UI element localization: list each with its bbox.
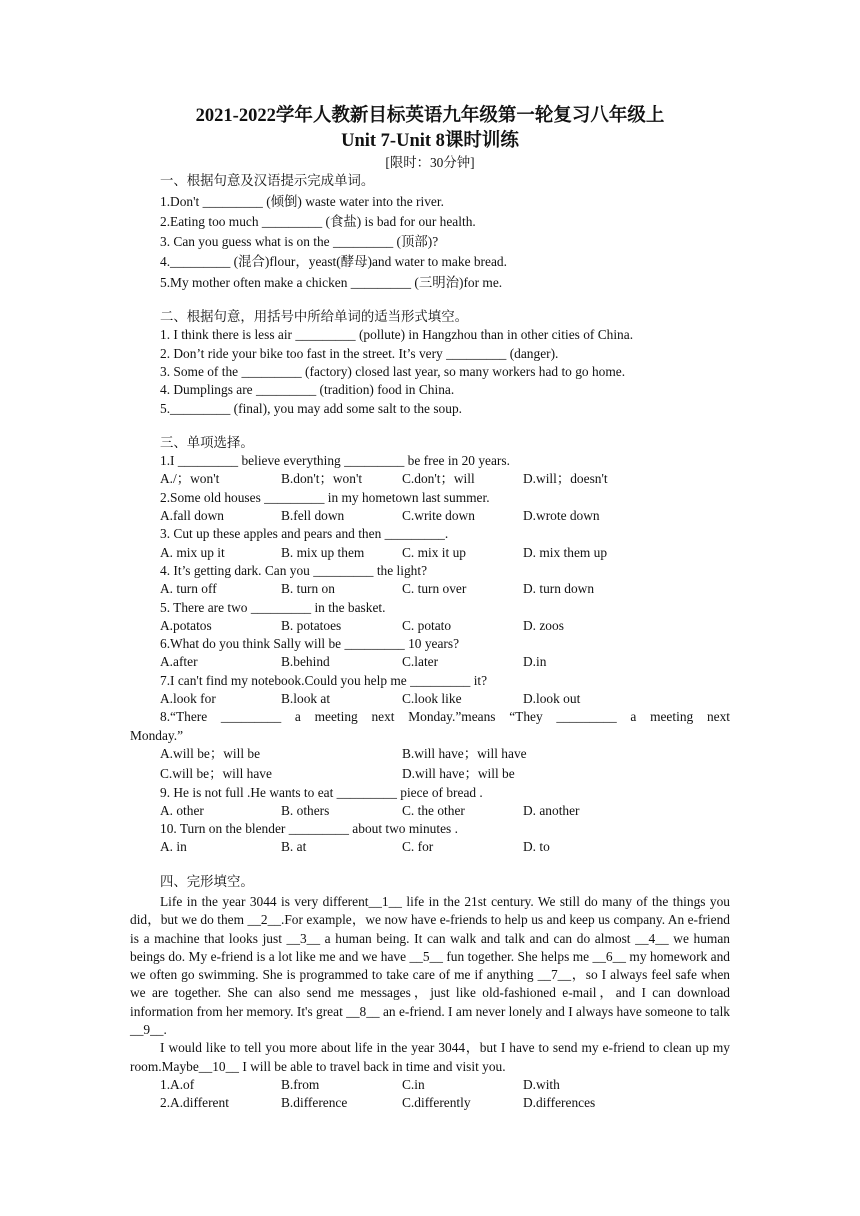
question-8-options-row2 (130, 765, 730, 783)
option: B.from (281, 1076, 320, 1092)
section1-item: 1.Don't _________ (倾倒) waste water into the river. (160, 193, 444, 209)
option: D. turn down (523, 581, 595, 597)
option: A. mix up it (160, 544, 225, 560)
section2-item: 5._________ (final), you may add some salt to the soup. (160, 400, 462, 416)
option: D. zoos (523, 617, 564, 633)
question-4: 4. It’s getting dark. Can you _________ the light? (160, 562, 428, 578)
section4-heading: 四、完形填空。 (160, 873, 254, 889)
option: D.will have；will be (402, 766, 515, 782)
section1-item: 3. Can you guess what is on the _________ (顶部)? (160, 234, 439, 250)
option: B.don't；won't (281, 471, 363, 487)
question-10-options (130, 838, 730, 856)
section2-item: 1. I think there is less air _________ (pollute) in Hangzhou than in other cities of China. (160, 327, 634, 343)
question-6-options (130, 653, 730, 671)
option: D. to (523, 839, 550, 855)
option: B.difference (281, 1095, 348, 1111)
cloze-paragraph-1: Life in the year 3044 is very different__1__ life in the 21st century. We still do many of the things you did，but we do them __2__.For example，we now have e-friends to help us and keep us company. An e-friend is a machine that looks just __3__ a human being. It can walk and talk and can do almost __4__ we human beings do. My e-friend is a lot like me and we have __5__ fun together. She helps me __6__ my homework and we often go swimming. She is programmed to take care of me if anything __7__，so I always feel safe when we are together. She can also send me messages，just like old-fashioned e-mail，and I can download information from her memory. It's great __8__ an e-friend. I am never lonely and I always have someone to talk __9__. (130, 893, 730, 1038)
option: B. turn on (281, 581, 335, 597)
section1-item: 5.My mother often make a chicken _________ (三明治)for me. (160, 274, 503, 290)
section1-item: 4._________ (混合)flour，yeast(酵母)and water to make bread. (160, 254, 507, 270)
option: A. in (160, 839, 187, 855)
option: A.will be；will be (160, 745, 261, 761)
option: C.in (402, 1076, 425, 1092)
option: D. another (523, 802, 580, 818)
option: D.in (523, 654, 547, 670)
question-10: 10. Turn on the blender _________ about two minutes . (160, 821, 458, 837)
option: B.behind (281, 654, 330, 670)
option: C. mix it up (402, 544, 466, 560)
section2-item: 2. Don’t ride your bike too fast in the street. It’s very _________ (danger). (160, 345, 559, 361)
option: B.will have；will have (402, 745, 527, 761)
option: 1.A.of (160, 1076, 195, 1092)
question-1: 1.I _________ believe everything _________ be free in 20 years. (160, 453, 510, 469)
question-9: 9. He is not full .He wants to eat _________ piece of bread . (160, 784, 483, 800)
section2-item: 4. Dumplings are _________ (tradition) food in China. (160, 382, 455, 398)
option: D. mix them up (523, 544, 608, 560)
section2-heading: 二、根据句意，用括号中所给单词的适当形式填空。 (160, 309, 468, 325)
cloze-1-options (130, 1076, 730, 1094)
time-limit: [限时：30分钟] (385, 155, 475, 170)
option: A./；won't (160, 471, 220, 487)
option: B. mix up them (281, 544, 365, 560)
question-8-line1: 8.“There _________ a meeting next Monday.”means “They _________ a meeting next (160, 709, 730, 725)
option: A.fall down (160, 508, 224, 524)
section2-item: 3. Some of the _________ (factory) closed last year, so many workers had to go home. (160, 363, 626, 379)
question-5: 5. There are two _________ in the basket. (160, 599, 386, 615)
document-subtitle: Unit 7-Unit 8课时训练 (341, 131, 519, 151)
option: C. turn over (402, 581, 467, 597)
option: C.don't；will (402, 471, 475, 487)
option: C. potato (402, 617, 452, 633)
question-8-options-row1 (130, 745, 730, 763)
option: C. for (402, 839, 434, 855)
option: C.look like (402, 691, 462, 707)
option: A.after (160, 654, 198, 670)
option: B.look at (281, 691, 331, 707)
question-6: 6.What do you think Sally will be _________ 10 years? (160, 636, 460, 652)
option: C.will be；will have (160, 766, 272, 782)
question-2: 2.Some old houses _________ in my hometown last summer. (160, 489, 490, 505)
document-page (130, 104, 730, 1113)
question-7: 7.I can't find my notebook.Could you help me _________ it? (160, 672, 488, 688)
question-3: 3. Cut up these apples and pears and then _________. (160, 526, 449, 542)
option: C.later (402, 654, 439, 670)
option: A. turn off (160, 581, 217, 597)
question-7-options (130, 690, 730, 708)
cloze-2-options (130, 1094, 730, 1112)
question-4-options (130, 580, 730, 598)
question-3-options (130, 544, 730, 562)
option: D.will；doesn't (523, 471, 608, 487)
cloze-paragraph-2: I would like to tell you more about life in the year 3044，but I have to send my e-friend to clean up my room.Maybe__10__ I will be able to travel back in time and visit you. (130, 1040, 730, 1074)
option: D.wrote down (523, 508, 600, 524)
question-2-options (130, 507, 730, 525)
option: D.differences (523, 1095, 596, 1111)
option: A.look for (160, 691, 216, 707)
section1-item: 2.Eating too much _________ (食盐) is bad for our health. (160, 213, 476, 229)
option: B. potatoes (281, 617, 342, 633)
option: B. others (281, 802, 330, 818)
section1-heading: 一、根据句意及汉语提示完成单词。 (160, 173, 375, 189)
option: C.differently (402, 1095, 471, 1111)
option: A. other (160, 802, 204, 818)
section3-heading: 三、单项选择。 (160, 434, 254, 450)
option: C. the other (402, 802, 465, 818)
option: 2.A.different (160, 1095, 229, 1111)
question-1-options (130, 470, 730, 488)
option: D.look out (523, 691, 581, 707)
option: D.with (523, 1076, 560, 1092)
option: B.fell down (281, 508, 345, 524)
option: A.potatos (160, 617, 212, 633)
question-8-line2: Monday.” (130, 727, 184, 743)
option: B. at (281, 839, 307, 855)
question-9-options (130, 802, 730, 820)
document-title: 2021-2022学年人教新目标英语九年级第一轮复习八年级上 (195, 106, 665, 126)
question-5-options (130, 617, 730, 635)
option: C.write down (402, 508, 475, 524)
